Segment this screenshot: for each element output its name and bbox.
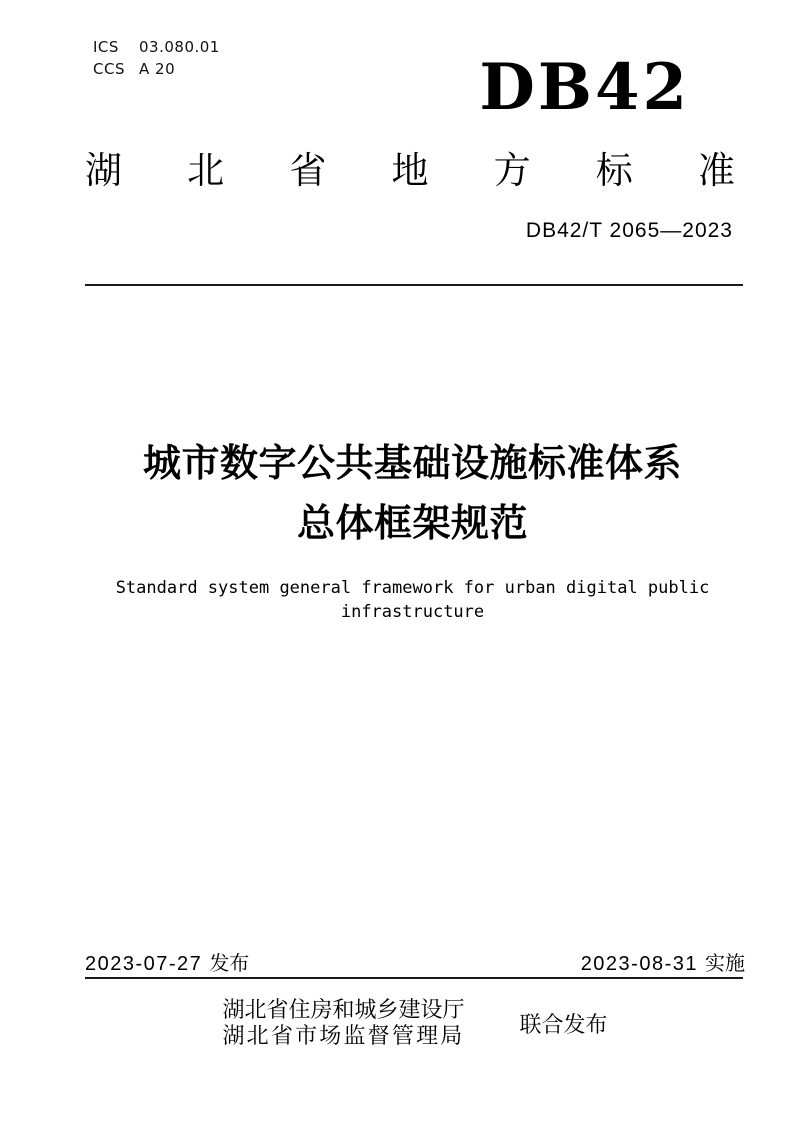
implementation-date-cell	[581, 952, 745, 976]
standard-type-char: 准	[697, 150, 735, 191]
header-divider-line	[85, 284, 743, 286]
standard-type-char: 标	[595, 150, 633, 191]
issue-date-cell	[85, 952, 249, 976]
publisher-line: 湖北省市场监督管理局	[222, 1023, 465, 1048]
publisher-line: 湖北省住房和城乡建设厅	[222, 997, 465, 1022]
title-zh-line1: 城市数字公共基础设施标准体系	[142, 443, 682, 485]
standard-type-title	[85, 150, 735, 192]
title-block	[85, 434, 740, 624]
issue-date: 2023-07-27	[85, 953, 203, 975]
ccs-code-row	[93, 58, 220, 80]
standard-type-char: 湖	[85, 150, 122, 191]
ics-code-row	[93, 36, 220, 58]
joint-issue-label: 联合发布	[519, 1011, 608, 1037]
implementation-label: 实施	[705, 953, 745, 975]
dates-row	[85, 952, 745, 976]
standard-type-char: 地	[391, 150, 429, 191]
footer-divider-line	[85, 977, 743, 979]
implementation-date: 2023-08-31	[580, 953, 698, 975]
title-english: Standard system general framework for urban digital public infrastructure	[115, 578, 710, 622]
ccs-value: A 20	[139, 60, 176, 78]
classification-codes	[93, 36, 220, 80]
issue-label: 发布	[209, 953, 250, 975]
publisher-block	[85, 997, 745, 1049]
db42-logo: DB42	[479, 50, 690, 125]
standard-number: DB42/T 2065—2023	[525, 219, 733, 242]
standard-type-char: 方	[493, 150, 531, 191]
standard-type-char: 省	[289, 150, 327, 191]
ics-label: ICS	[93, 38, 119, 56]
publisher-names	[222, 997, 464, 1049]
ccs-label: CCS	[93, 60, 125, 78]
ics-value: 03.080.01	[139, 38, 220, 56]
standard-type-char: 北	[187, 150, 225, 191]
title-zh-line2: 总体框架规范	[296, 503, 528, 545]
